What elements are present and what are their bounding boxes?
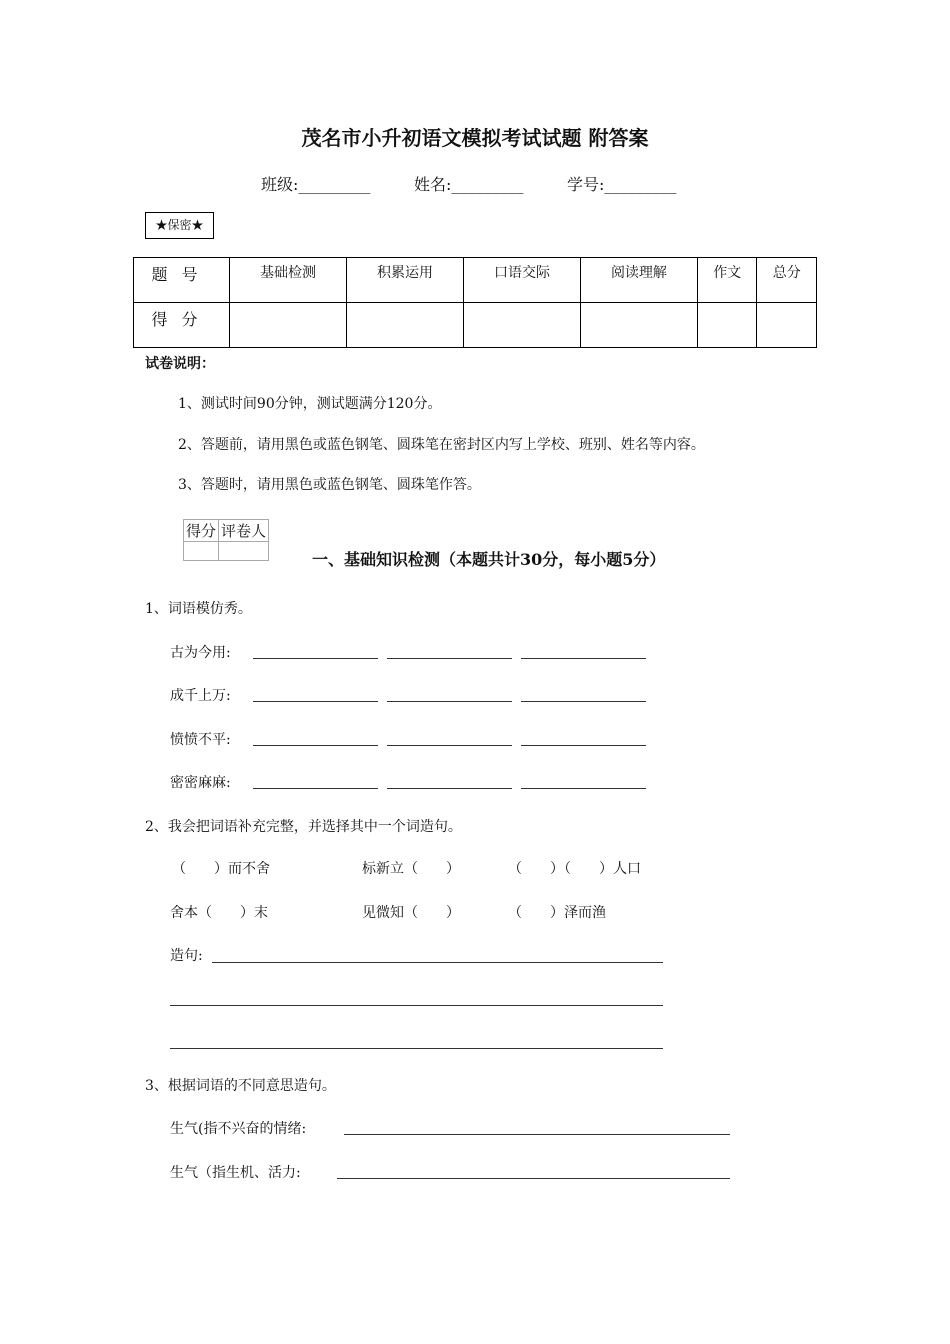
secret-tag: ★保密★ (145, 212, 214, 239)
class-field: 班级:_________ (261, 175, 371, 194)
idiom-blank[interactable]: 标新立（ ） (362, 861, 460, 877)
answer-line[interactable] (521, 745, 646, 746)
idiom-blank[interactable]: 见微知（ ） (362, 905, 460, 921)
sentence-line[interactable] (212, 962, 663, 963)
answer-line[interactable] (521, 788, 646, 789)
score-table-header: 作文 (697, 258, 757, 303)
answer-line[interactable] (253, 788, 378, 789)
score-cell[interactable] (463, 303, 580, 348)
note-item: 3、答题时，请用黑色或蓝色钢笔、圆珠笔作答。 (178, 477, 481, 493)
sentence-line[interactable] (170, 1048, 663, 1049)
name-field: 姓名:_________ (414, 175, 524, 194)
sentence-line[interactable] (337, 1178, 730, 1179)
page-title: 茂名市小升初语文模拟考试试题 附答案 (301, 126, 649, 150)
question-title: 1、词语模仿秀。 (145, 601, 252, 617)
grader-name-cell[interactable] (219, 542, 269, 561)
score-cell[interactable] (697, 303, 757, 348)
note-item: 1、测试时间90分钟，测试题满分120分。 (178, 396, 442, 412)
answer-line[interactable] (521, 658, 646, 659)
q1-item-label: 成千上万: (170, 688, 231, 704)
answer-line[interactable] (253, 701, 378, 702)
q1-item-label: 密密麻麻: (170, 775, 231, 791)
idiom-blank[interactable]: （ ）而不舍 (172, 861, 270, 877)
score-cell[interactable] (230, 303, 347, 348)
grader-box (183, 519, 269, 561)
student-id-field: 学号:_________ (567, 175, 677, 194)
grader-score-cell[interactable] (184, 542, 219, 561)
grader-name-label: 评卷人 (219, 520, 269, 542)
answer-line[interactable] (521, 701, 646, 702)
answer-line[interactable] (253, 745, 378, 746)
q3-item-label: 生气（指生机、活力: (170, 1165, 301, 1181)
sentence-line[interactable] (344, 1134, 730, 1135)
score-table-header: 积累运用 (346, 258, 463, 303)
score-cell[interactable] (757, 303, 817, 348)
idiom-blank[interactable]: （ ）泽而渔 (508, 905, 606, 921)
score-table-header: 基础检测 (230, 258, 347, 303)
idiom-blank[interactable]: （ ）（ ）人口 (508, 861, 641, 877)
score-table-row-label: 得分 (134, 303, 230, 348)
answer-line[interactable] (387, 658, 512, 659)
note-item: 2、答题前，请用黑色或蓝色钢笔、圆珠笔在密封区内写上学校、班别、姓名等内容。 (178, 437, 705, 453)
answer-line[interactable] (387, 745, 512, 746)
answer-line[interactable] (387, 788, 512, 789)
q3-item-label: 生气(指不兴奋的情绪: (170, 1121, 307, 1137)
score-table-row-label: 题号 (134, 258, 230, 303)
answer-line[interactable] (387, 701, 512, 702)
score-table (133, 257, 817, 348)
sentence-label: 造句: (170, 948, 203, 964)
q1-item-label: 愤愤不平: (170, 732, 231, 748)
question-title: 3、根据词语的不同意思造句。 (145, 1078, 336, 1094)
score-table-header: 口语交际 (463, 258, 580, 303)
notes-heading: 试卷说明： (145, 356, 215, 372)
idiom-blank[interactable]: 舍本（ ）末 (170, 905, 268, 921)
score-cell[interactable] (346, 303, 463, 348)
answer-line[interactable] (253, 658, 378, 659)
score-cell[interactable] (580, 303, 697, 348)
grader-score-label: 得分 (184, 520, 219, 542)
q1-item-label: 古为今用: (170, 645, 231, 661)
section-title: 一、基础知识检测（本题共计30分，每小题5分） (312, 550, 666, 569)
score-table-header: 阅读理解 (580, 258, 697, 303)
question-title: 2、我会把词语补充完整，并选择其中一个词造句。 (145, 819, 462, 835)
score-table-header: 总分 (757, 258, 817, 303)
sentence-line[interactable] (170, 1005, 663, 1006)
